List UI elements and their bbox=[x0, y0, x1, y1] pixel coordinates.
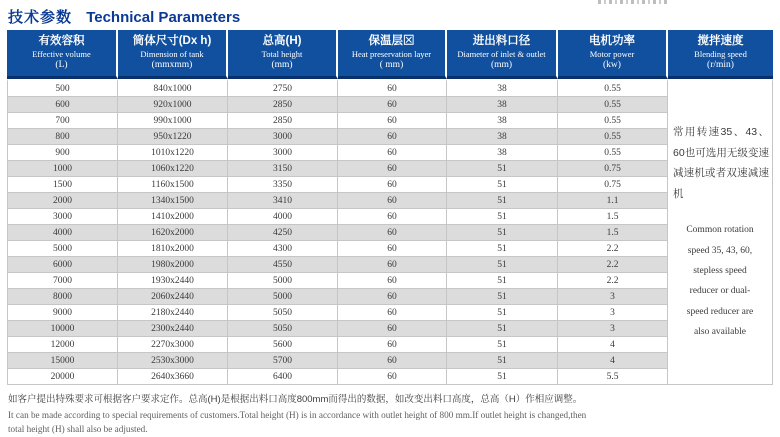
cell: 60 bbox=[338, 209, 447, 225]
table-row bbox=[7, 193, 773, 209]
header-inlet-outlet-diameter bbox=[447, 30, 558, 79]
cell: 60 bbox=[338, 97, 447, 113]
footnote-en-line1: It can be made according to special requirements of customers.Total height (H) is in accordance with outlet height of 800 mm.If outlet height is changed,then bbox=[8, 410, 587, 420]
cell: 60 bbox=[338, 369, 447, 385]
cell: 51 bbox=[447, 369, 558, 385]
table-row bbox=[7, 273, 773, 289]
cell: 51 bbox=[447, 241, 558, 257]
cell: 5000 bbox=[7, 241, 118, 257]
footnote-en-line2: total height (H) shall also be adjusted. bbox=[8, 424, 148, 435]
cell: 0.55 bbox=[558, 145, 668, 161]
cell: 15000 bbox=[7, 353, 118, 369]
cell: 840x1000 bbox=[118, 79, 228, 97]
cell: 0.55 bbox=[558, 129, 668, 145]
cell: 51 bbox=[447, 193, 558, 209]
cell: 1.5 bbox=[558, 209, 668, 225]
cell: 900 bbox=[7, 145, 118, 161]
cell: 0.75 bbox=[558, 177, 668, 193]
page-title-zh: 技术参数 bbox=[8, 9, 73, 26]
header-unit: (kw) bbox=[603, 60, 621, 71]
table-row bbox=[7, 225, 773, 241]
cell: 60 bbox=[338, 273, 447, 289]
header-motor-power bbox=[558, 30, 668, 79]
cell: 3000 bbox=[228, 145, 338, 161]
cell: 60 bbox=[338, 337, 447, 353]
page-title bbox=[0, 0, 780, 30]
table-row bbox=[7, 161, 773, 177]
cell: 2750 bbox=[228, 79, 338, 97]
cell: 2.2 bbox=[558, 241, 668, 257]
cell: 60 bbox=[338, 177, 447, 193]
cell: 3000 bbox=[7, 209, 118, 225]
cell: 60 bbox=[338, 353, 447, 369]
table-row bbox=[7, 113, 773, 129]
cell: 1620x2000 bbox=[118, 225, 228, 241]
table-row bbox=[7, 177, 773, 193]
cell: 2850 bbox=[228, 113, 338, 129]
cell: 10000 bbox=[7, 321, 118, 337]
cell: 3150 bbox=[228, 161, 338, 177]
cell: 5700 bbox=[228, 353, 338, 369]
cell: 51 bbox=[447, 337, 558, 353]
header-dimension-of-tank bbox=[118, 30, 228, 79]
table-row bbox=[7, 209, 773, 225]
cell: 12000 bbox=[7, 337, 118, 353]
table-row bbox=[7, 305, 773, 321]
cell: 60 bbox=[338, 305, 447, 321]
cell: 500 bbox=[7, 79, 118, 97]
cell: 950x1220 bbox=[118, 129, 228, 145]
header-zh: 保温层⊠ bbox=[368, 35, 415, 48]
header-en: Diameter of inlet & outlet bbox=[457, 48, 546, 59]
cell: 2640x3660 bbox=[118, 369, 228, 385]
cell: 920x1000 bbox=[118, 97, 228, 113]
cell: 2.2 bbox=[558, 257, 668, 273]
cell: 3410 bbox=[228, 193, 338, 209]
header-en: Total height bbox=[261, 48, 303, 59]
cell: 51 bbox=[447, 353, 558, 369]
header-en: Effective volume bbox=[32, 48, 91, 59]
cell: 1010x1220 bbox=[118, 145, 228, 161]
cell: 5000 bbox=[228, 273, 338, 289]
cell: 5050 bbox=[228, 305, 338, 321]
page-title-en: Technical Parameters bbox=[86, 9, 241, 26]
table-body bbox=[7, 79, 773, 385]
header-zh: 筒体尺寸(Dx h) bbox=[132, 35, 212, 48]
cell: 2850 bbox=[228, 97, 338, 113]
cell: 6400 bbox=[228, 369, 338, 385]
cell: 51 bbox=[447, 161, 558, 177]
cell: 0.55 bbox=[558, 113, 668, 129]
cell: 1410x2000 bbox=[118, 209, 228, 225]
header-zh: 有效容积 bbox=[38, 35, 85, 48]
cell: 1340x1500 bbox=[118, 193, 228, 209]
cell: 60 bbox=[338, 241, 447, 257]
table-row bbox=[7, 257, 773, 273]
cell: 2.2 bbox=[558, 273, 668, 289]
header-unit: (mmxmm) bbox=[151, 60, 193, 71]
table-row bbox=[7, 353, 773, 369]
cell: 38 bbox=[447, 79, 558, 97]
header-unit: (mm) bbox=[490, 60, 513, 71]
cell: 5000 bbox=[228, 289, 338, 305]
cell: 1160x1500 bbox=[118, 177, 228, 193]
header-zh: 搅拌速度 bbox=[697, 35, 744, 48]
cell: 2000 bbox=[7, 193, 118, 209]
table-row bbox=[7, 145, 773, 161]
cell: 60 bbox=[338, 79, 447, 97]
cell: 3 bbox=[558, 305, 668, 321]
cell: 60 bbox=[338, 161, 447, 177]
header-en: Dimension of tank bbox=[140, 48, 204, 59]
table-row bbox=[7, 97, 773, 113]
cell: 5.5 bbox=[558, 369, 668, 385]
table-row bbox=[7, 337, 773, 353]
cell: 990x1000 bbox=[118, 113, 228, 129]
blending-note-en: Common rotation speed 35, 43, 60, stepless speed reducer or dual-speed reducer are also available bbox=[686, 225, 754, 338]
header-unit: (r/min) bbox=[707, 60, 734, 71]
header-heat-preservation-layer bbox=[338, 30, 447, 79]
cell: 2300x2440 bbox=[118, 321, 228, 337]
footnotes bbox=[8, 391, 780, 437]
cell: 2060x2440 bbox=[118, 289, 228, 305]
cell: 1930x2440 bbox=[118, 273, 228, 289]
cell: 4000 bbox=[228, 209, 338, 225]
cell: 1000 bbox=[7, 161, 118, 177]
cell: 4 bbox=[558, 337, 668, 353]
cell: 600 bbox=[7, 97, 118, 113]
cell: 51 bbox=[447, 209, 558, 225]
cell: 51 bbox=[447, 257, 558, 273]
header-unit: ( mm) bbox=[379, 60, 404, 71]
cell: 9000 bbox=[7, 305, 118, 321]
header-unit: (L) bbox=[55, 60, 68, 71]
table-header bbox=[7, 30, 773, 79]
cell: 60 bbox=[338, 257, 447, 273]
table-row bbox=[7, 241, 773, 257]
cell: 1980x2000 bbox=[118, 257, 228, 273]
blending-note-zh: 常用转速35、43、60也可选用无级变速减速机或者双速减速机 bbox=[673, 126, 769, 200]
blending-speed-note-cell bbox=[668, 79, 773, 385]
cell: 60 bbox=[338, 145, 447, 161]
table-row bbox=[7, 79, 773, 97]
cell: 7000 bbox=[7, 273, 118, 289]
cell: 1810x2000 bbox=[118, 241, 228, 257]
header-total-height bbox=[228, 30, 338, 79]
header-en: Heat preservation layer bbox=[351, 48, 432, 59]
cell: 0.75 bbox=[558, 161, 668, 177]
cell: 51 bbox=[447, 225, 558, 241]
header-zh: 电机功率 bbox=[589, 35, 635, 48]
cell: 3000 bbox=[228, 129, 338, 145]
cell: 3 bbox=[558, 321, 668, 337]
cell: 60 bbox=[338, 289, 447, 305]
header-blending-speed bbox=[668, 30, 773, 79]
cell: 4 bbox=[558, 353, 668, 369]
cell: 4300 bbox=[228, 241, 338, 257]
cell: 2270x3000 bbox=[118, 337, 228, 353]
cell: 0.55 bbox=[558, 97, 668, 113]
cell: 1500 bbox=[7, 177, 118, 193]
cell: 2180x2440 bbox=[118, 305, 228, 321]
header-effective-volume bbox=[7, 30, 118, 79]
header-unit: (mm) bbox=[271, 60, 293, 71]
header-zh: 总高(H) bbox=[262, 35, 302, 48]
cell: 60 bbox=[338, 193, 447, 209]
cell: 3350 bbox=[228, 177, 338, 193]
cell: 38 bbox=[447, 113, 558, 129]
cell: 8000 bbox=[7, 289, 118, 305]
cell: 1.5 bbox=[558, 225, 668, 241]
cell: 1060x1220 bbox=[118, 161, 228, 177]
table-row bbox=[7, 289, 773, 305]
cell: 6000 bbox=[7, 257, 118, 273]
cell: 5050 bbox=[228, 321, 338, 337]
header-zh: 进出料口径 bbox=[472, 35, 531, 48]
cell: 700 bbox=[7, 113, 118, 129]
cell: 20000 bbox=[7, 369, 118, 385]
cell: 51 bbox=[447, 273, 558, 289]
cell: 3 bbox=[558, 289, 668, 305]
table-row bbox=[7, 369, 773, 385]
cell: 51 bbox=[447, 305, 558, 321]
cell: 4550 bbox=[228, 257, 338, 273]
header-en: Blending speed bbox=[694, 48, 747, 59]
cell: 51 bbox=[447, 289, 558, 305]
cell: 60 bbox=[338, 225, 447, 241]
table-row bbox=[7, 321, 773, 337]
cell: 51 bbox=[447, 321, 558, 337]
clipped-edge-text-fragment bbox=[598, 0, 668, 4]
cell: 60 bbox=[338, 129, 447, 145]
cell: 800 bbox=[7, 129, 118, 145]
cell: 4250 bbox=[228, 225, 338, 241]
cell: 60 bbox=[338, 113, 447, 129]
cell: 4000 bbox=[7, 225, 118, 241]
cell: 60 bbox=[338, 321, 447, 337]
cell: 0.55 bbox=[558, 79, 668, 97]
footnote-zh: 如客户提出特殊要求可根据客户要求定作。总高(H)是根据出料口高度800mm而得出的数据，如改变出料口高度，总高（H）作相应调整。 bbox=[8, 394, 583, 405]
cell: 2530x3000 bbox=[118, 353, 228, 369]
table-row bbox=[7, 129, 773, 145]
technical-parameters-table bbox=[7, 30, 773, 385]
header-en: Motor power bbox=[589, 48, 635, 59]
cell: 38 bbox=[447, 145, 558, 161]
cell: 38 bbox=[447, 97, 558, 113]
cell: 1.1 bbox=[558, 193, 668, 209]
cell: 5600 bbox=[228, 337, 338, 353]
cell: 38 bbox=[447, 129, 558, 145]
cell: 51 bbox=[447, 177, 558, 193]
